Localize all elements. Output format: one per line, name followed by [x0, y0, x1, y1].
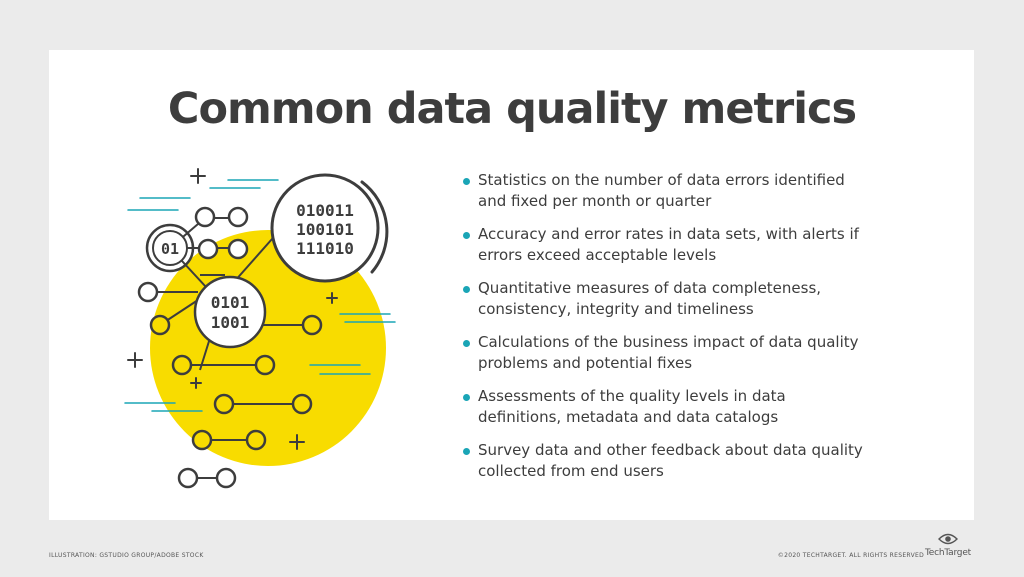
metric-line: Accuracy and error rates in data sets, with alerts if — [478, 225, 859, 243]
list-item — [462, 386, 922, 428]
metric-line: Quantitative measures of data completeness, — [478, 279, 822, 297]
list-item — [462, 440, 922, 482]
metric-line: consistency, integrity and timeliness — [478, 300, 754, 318]
metric-line: Assessments of the quality levels in data — [478, 387, 786, 405]
bullet-icon — [463, 448, 470, 455]
bullet-icon — [463, 286, 470, 293]
binary-large-node — [272, 175, 387, 281]
binary-small-node — [147, 225, 193, 271]
brand-name: TechTarget — [924, 548, 971, 558]
bullet-icon — [463, 232, 470, 239]
page-title: Common data quality metrics — [167, 84, 857, 134]
illustration-credit: ILLUSTRATION: GSTUDIO GROUP/ADOBE STOCK — [49, 552, 204, 559]
list-item — [462, 278, 922, 320]
bullet-icon — [463, 394, 470, 401]
metric-line: collected from end users — [478, 462, 664, 480]
list-item — [462, 332, 922, 374]
metric-line: problems and potential fixes — [478, 354, 693, 372]
bullet-icon — [463, 178, 470, 185]
binary-medium-node — [195, 277, 265, 347]
metric-line: Statistics on the number of data errors identified — [478, 171, 845, 189]
techtarget-logo[interactable] — [924, 532, 972, 562]
metric-line: Calculations of the business impact of data quality — [478, 333, 859, 351]
data-network-illustration — [120, 160, 420, 500]
binary-large-line: 010011 — [296, 201, 354, 220]
binary-medium-line: 1001 — [210, 313, 250, 332]
binary-small-text: 01 — [160, 240, 180, 258]
metric-line: Survey data and other feedback about data quality — [478, 441, 863, 459]
bullet-icon — [463, 340, 470, 347]
binary-large-line: 100101 — [296, 220, 354, 239]
metric-line: and fixed per month or quarter — [478, 192, 712, 210]
list-item — [462, 170, 922, 212]
metrics-list — [462, 170, 922, 494]
eye-icon — [938, 532, 958, 546]
binary-large-line: 111010 — [296, 239, 354, 258]
metric-line: definitions, metadata and data catalogs — [478, 408, 779, 426]
metric-line: errors exceed acceptable levels — [478, 246, 717, 264]
binary-medium-line: 0101 — [210, 293, 250, 312]
list-item — [462, 224, 922, 266]
copyright-notice: ©2020 TECHTARGET. ALL RIGHTS RESERVED — [777, 552, 924, 559]
